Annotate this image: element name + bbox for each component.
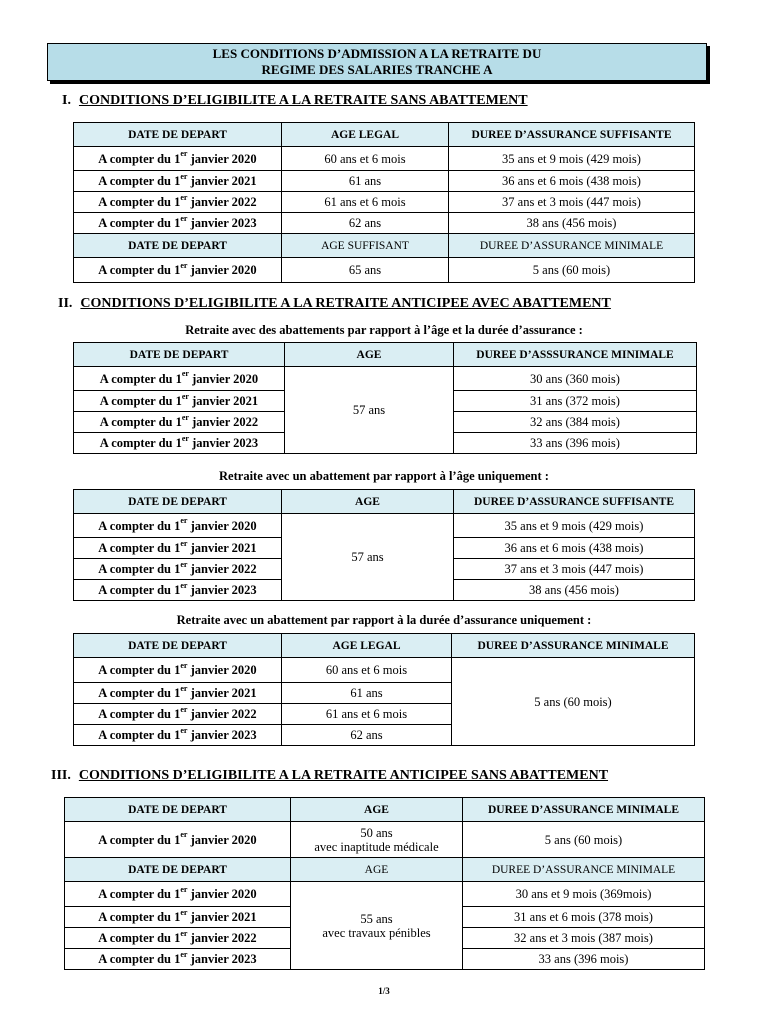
age-cell: 61 ans et 6 mois xyxy=(282,704,452,725)
duration-cell: 36 ans et 6 mois (438 mois) xyxy=(449,171,695,192)
date-cell: A compter du 1er janvier 2020 xyxy=(74,367,285,391)
duration-cell: 32 ans et 3 mois (387 mois) xyxy=(463,928,705,949)
subtitle-2c: Retraite avec un abattement par rapport à la durée d’assurance uniquement : xyxy=(176,613,592,627)
header-age: AGE xyxy=(285,343,454,367)
date-cell: A compter du 1er janvier 2020 xyxy=(74,658,282,683)
age-cell: 60 ans et 6 mois xyxy=(282,658,452,683)
subtitle-2b: Retraite avec un abattement par rapport à l’âge uniquement : xyxy=(219,469,549,483)
duration-cell: 5 ans (60 mois) xyxy=(449,258,695,283)
header-duration: DUREE D’ASSSURANCE MINIMALE xyxy=(454,343,697,367)
table-row xyxy=(74,171,695,192)
table-row xyxy=(74,213,695,234)
duration-cell: 5 ans (60 mois) xyxy=(463,822,705,858)
age-cell: 62 ans xyxy=(282,725,452,746)
duration-cell: 31 ans et 6 mois (378 mois) xyxy=(463,907,705,928)
header-age: AGE LEGAL xyxy=(282,123,449,147)
table-row xyxy=(74,258,695,283)
duration-cell: 5 ans (60 mois) xyxy=(452,658,695,746)
date-cell: A compter du 1er janvier 2023 xyxy=(74,580,282,601)
header-date: DATE DE DEPART xyxy=(74,123,282,147)
page-number: 1/3 xyxy=(378,986,390,996)
section-2-heading: II. CONDITIONS D’ELIGIBILITE A LA RETRAITE ANTICIPEE AVEC ABATTEMENT xyxy=(58,296,611,311)
date-cell: A compter du 1er janvier 2020 xyxy=(74,514,282,538)
date-cell: A compter du 1er janvier 2023 xyxy=(74,433,285,454)
date-cell: A compter du 1er janvier 2023 xyxy=(74,725,282,746)
header-date: DATE DE DEPART xyxy=(74,490,282,514)
header-age: AGE SUFFISANT xyxy=(282,234,449,258)
subtitle-2a: Retraite avec des abattements par rapport à l’âge et la durée d’assurance : xyxy=(185,323,583,337)
age-cell: 57 ans xyxy=(282,514,454,601)
header-age: AGE LEGAL xyxy=(282,634,452,658)
table-row xyxy=(74,147,695,171)
date-cell: A compter du 1er janvier 2021 xyxy=(74,171,282,192)
date-cell: A compter du 1er janvier 2022 xyxy=(74,192,282,213)
table-s2b xyxy=(73,489,695,601)
duration-cell: 35 ans et 9 mois (429 mois) xyxy=(449,147,695,171)
date-cell: A compter du 1er janvier 2020 xyxy=(65,822,291,858)
duration-cell: 35 ans et 9 mois (429 mois) xyxy=(454,514,695,538)
header-date: DATE DE DEPART xyxy=(74,634,282,658)
age-cell: 62 ans xyxy=(282,213,449,234)
table-s2a xyxy=(73,342,697,454)
duration-cell: 31 ans (372 mois) xyxy=(454,391,697,412)
table-row xyxy=(65,822,705,858)
header-duration: DUREE D’ASSURANCE MINIMALE xyxy=(449,234,695,258)
table-s3 xyxy=(64,797,705,970)
header-age: AGE xyxy=(282,490,454,514)
date-cell: A compter du 1er janvier 2021 xyxy=(74,538,282,559)
table-row xyxy=(74,514,695,538)
table-row xyxy=(74,367,697,391)
age-cell: 60 ans et 6 mois xyxy=(282,147,449,171)
date-cell: A compter du 1er janvier 2020 xyxy=(74,258,282,283)
table-s1 xyxy=(73,122,695,283)
duration-cell: 30 ans et 9 mois (369mois) xyxy=(463,882,705,907)
header-duration: DUREE D’ASSURANCE MINIMALE xyxy=(463,858,705,882)
duration-cell: 37 ans et 3 mois (447 mois) xyxy=(449,192,695,213)
age-cell: 61 ans xyxy=(282,683,452,704)
table-row xyxy=(74,658,695,683)
age-cell: 50 ans avec inaptitude médicale xyxy=(291,822,463,858)
duration-cell: 30 ans (360 mois) xyxy=(454,367,697,391)
date-cell: A compter du 1er janvier 2020 xyxy=(74,147,282,171)
age-cell: 65 ans xyxy=(282,258,449,283)
duration-cell: 33 ans (396 mois) xyxy=(463,949,705,970)
table-row xyxy=(65,882,705,907)
date-cell: A compter du 1er janvier 2022 xyxy=(74,704,282,725)
date-cell: A compter du 1er janvier 2022 xyxy=(74,412,285,433)
date-cell: A compter du 1er janvier 2021 xyxy=(74,683,282,704)
duration-cell: 37 ans et 3 mois (447 mois) xyxy=(454,559,695,580)
date-cell: A compter du 1er janvier 2023 xyxy=(74,213,282,234)
duration-cell: 38 ans (456 mois) xyxy=(454,580,695,601)
header-age: AGE xyxy=(291,798,463,822)
duration-cell: 33 ans (396 mois) xyxy=(454,433,697,454)
age-cell: 55 ans avec travaux pénibles xyxy=(291,882,463,970)
header-date: DATE DE DEPART xyxy=(65,798,291,822)
header-duration: DUREE D’ASSURANCE MINIMALE xyxy=(452,634,695,658)
title-line-1: LES CONDITIONS D’ADMISSION A LA RETRAITE DU xyxy=(212,46,542,61)
age-cell: 61 ans xyxy=(282,171,449,192)
age-cell: 57 ans xyxy=(285,367,454,454)
header-duration: DUREE D’ASSURANCE MINIMALE xyxy=(463,798,705,822)
date-cell: A compter du 1er janvier 2023 xyxy=(65,949,291,970)
section-3-heading: III. CONDITIONS D’ELIGIBILITE A LA RETRAITE ANTICIPEE SANS ABATTEMENT xyxy=(51,768,609,783)
date-cell: A compter du 1er janvier 2022 xyxy=(74,559,282,580)
header-duration: DUREE D’ASSURANCE SUFFISANTE xyxy=(449,123,695,147)
date-cell: A compter du 1er janvier 2021 xyxy=(65,907,291,928)
header-date: DATE DE DEPART xyxy=(74,343,285,367)
date-cell: A compter du 1er janvier 2022 xyxy=(65,928,291,949)
table-s2c xyxy=(73,633,695,746)
duration-cell: 32 ans (384 mois) xyxy=(454,412,697,433)
age-cell: 61 ans et 6 mois xyxy=(282,192,449,213)
section-1-heading: I. CONDITIONS D’ELIGIBILITE A LA RETRAITE SANS ABATTEMENT xyxy=(62,93,528,108)
header-date: DATE DE DEPART xyxy=(74,234,282,258)
date-cell: A compter du 1er janvier 2021 xyxy=(74,391,285,412)
date-cell: A compter du 1er janvier 2020 xyxy=(65,882,291,907)
header-date: DATE DE DEPART xyxy=(65,858,291,882)
table-row xyxy=(74,192,695,213)
document-title xyxy=(47,43,707,81)
header-age: AGE xyxy=(291,858,463,882)
duration-cell: 36 ans et 6 mois (438 mois) xyxy=(454,538,695,559)
title-line-2: REGIME DES SALARIES TRANCHE A xyxy=(261,62,493,77)
duration-cell: 38 ans (456 mois) xyxy=(449,213,695,234)
header-duration: DUREE D’ASSURANCE SUFFISANTE xyxy=(454,490,695,514)
